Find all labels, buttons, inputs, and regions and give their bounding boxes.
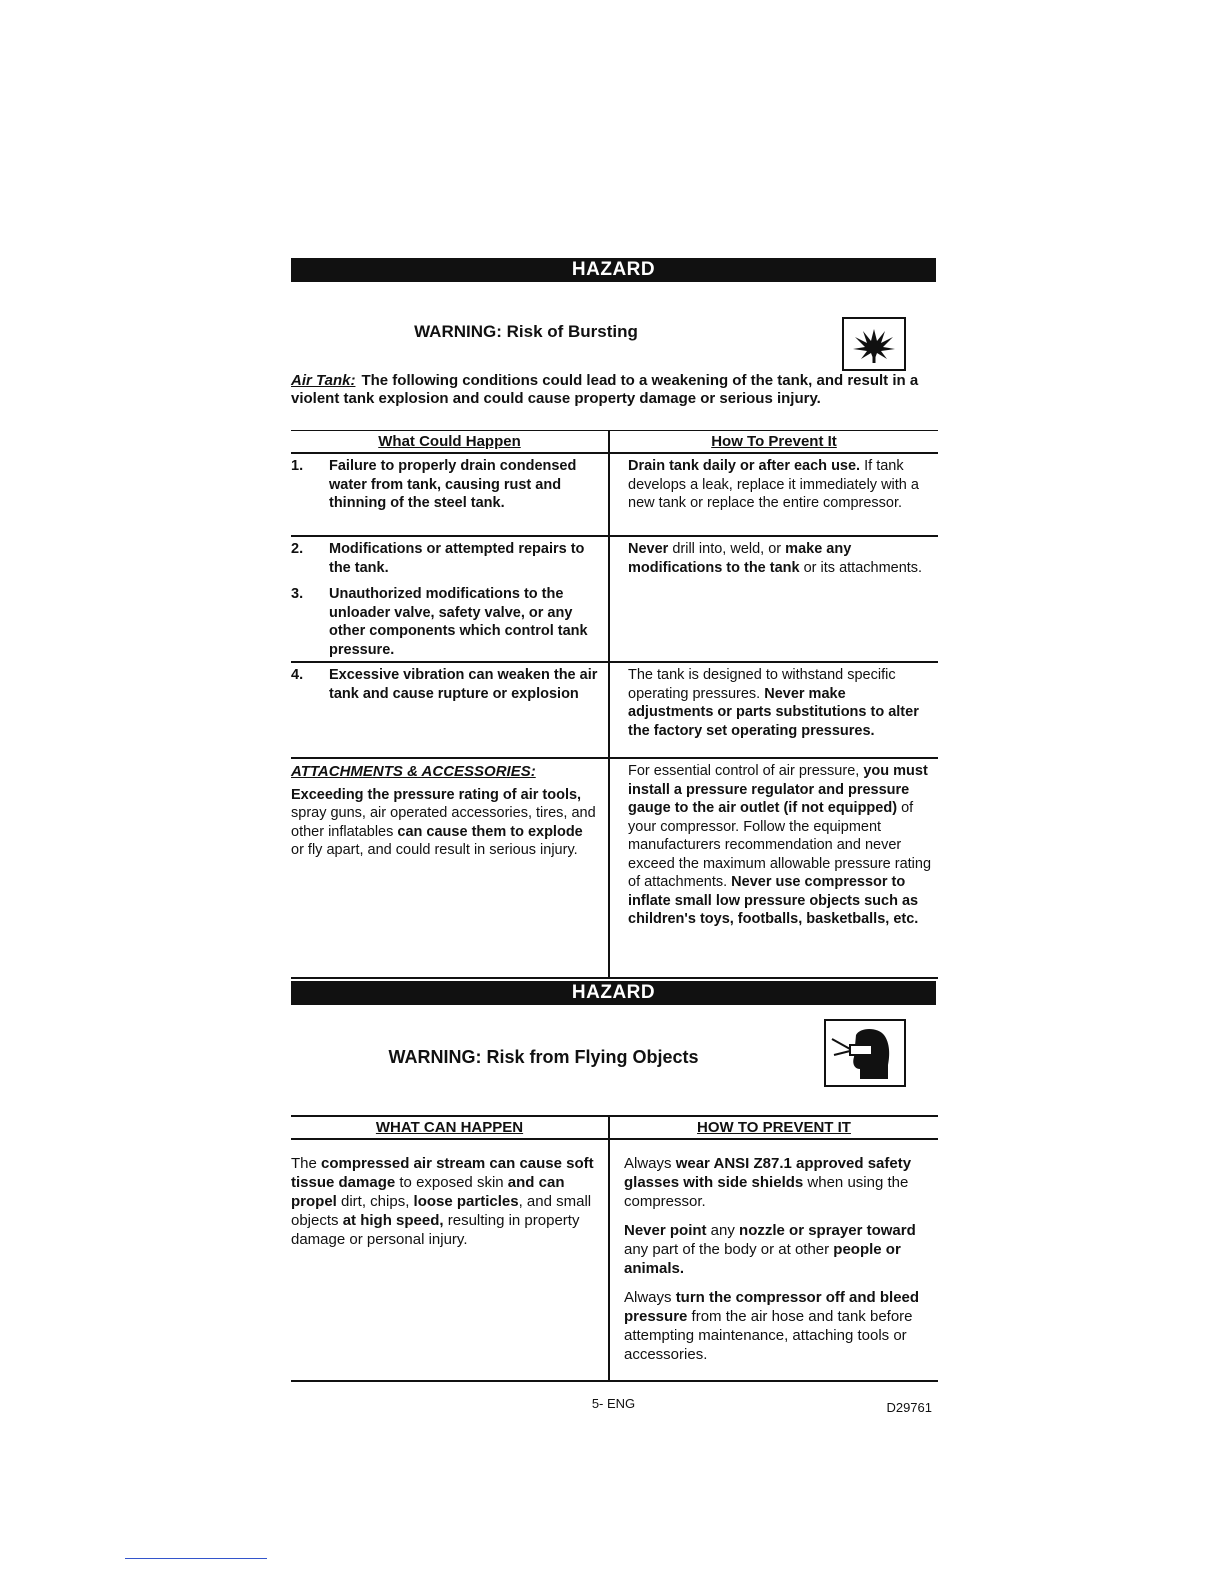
table-row (291, 758, 938, 978)
hazard-bar: HAZARD (291, 258, 936, 282)
warning-header (291, 1005, 936, 1115)
list-item: 1. Failure to properly drain condensed water from tank, causing rust and thinning of the steel tank. (291, 458, 577, 511)
table-row (291, 536, 938, 662)
divider (125, 1558, 267, 1559)
flying-objects-table (291, 1115, 938, 1382)
air-tank-intro (291, 372, 936, 408)
manual-page (291, 258, 936, 1420)
warning-header (291, 282, 936, 354)
list-item: 2. Modifications or attempted repairs to the tank. (291, 541, 585, 576)
safety-goggles-head-icon (824, 1019, 906, 1087)
warning-title: WARNING: Risk from Flying Objects (388, 1047, 699, 1067)
prevent-text: Drain tank daily or after each use. If tank develops a leak, replace it immediately with a new tank or replace the entire compressor. (628, 458, 919, 511)
page-number: 5- ENG (591, 1396, 636, 1411)
table-row (291, 662, 938, 758)
air-tank-text: The following conditions could lead to a weakening of the tank, and result in a violent tank explosion and could cause property damage or serious injury. (291, 372, 919, 407)
page-footer (291, 1390, 936, 1420)
table-row (291, 453, 938, 536)
table-header (291, 431, 938, 454)
table-row (291, 1139, 938, 1381)
list-item: 4. Excessive vibration can weaken the air tank and cause rupture or explosion (291, 667, 598, 702)
how-to-prevent-text: Always wear ANSI Z87.1 approved safety glasses with side shields when using the compressor. Never point any nozzle or sprayer toward any part of the body or at other people or animals. Always turn the compressor off and bleed pressure from the air hose and tank before attempting maintenance, attaching tools or accessories. (624, 1155, 920, 1363)
hazard-bar: HAZARD (291, 981, 936, 1005)
attachments-text: ATTACHMENTS & ACCESSORIES: Exceeding the pressure rating of air tools, spray guns, air operated accessories, tires, and other inflatables can cause them to explode or fly apart, and could result in serious injury. (291, 759, 608, 868)
header-what-could-happen: What Could Happen (291, 431, 609, 454)
bursting-table (291, 430, 938, 979)
prevent-text: The tank is designed to withstand specific operating pressures. Never make adjustments or parts substitutions to alter the factory set operating pressures. (628, 667, 919, 739)
header-how-to-prevent-it: HOW TO PREVENT IT (609, 1116, 938, 1139)
attachments-prevent-text: For essential control of air pressure, you must install a pressure regulator and pressure gauge to the air outlet (if not equipped) of your compressor. Follow the equipment manufacturers recommendation and never exceed the maximum allowable pressure rating of attachments. Never use compressor to inflate small low pressure objects such as children's toys, footballs, basketballs, etc. (628, 763, 932, 927)
warning-title: WARNING: Risk of Bursting (414, 322, 638, 341)
attachments-label: ATTACHMENTS & ACCESSORIES: (291, 763, 536, 780)
what-can-happen-text: The compressed air stream can cause soft tissue damage to exposed skin and can propel dirt, chips, loose particles, and small objects at high speed, resulting in property damage or personal injury. (291, 1155, 594, 1248)
list-item: 3. Unauthorized modifications to the unloader valve, safety valve, or any other components which control tank pressure. (291, 586, 588, 658)
header-what-can-happen: WHAT CAN HAPPEN (291, 1116, 609, 1139)
table-header (291, 1116, 938, 1139)
air-tank-label: Air Tank: (291, 372, 356, 389)
document-code: D29761 (886, 1400, 932, 1415)
explosion-icon (842, 317, 906, 371)
header-how-to-prevent: How To Prevent It (609, 431, 938, 454)
prevent-text: Never drill into, weld, or make any modifications to the tank or its attachments. (628, 541, 923, 576)
